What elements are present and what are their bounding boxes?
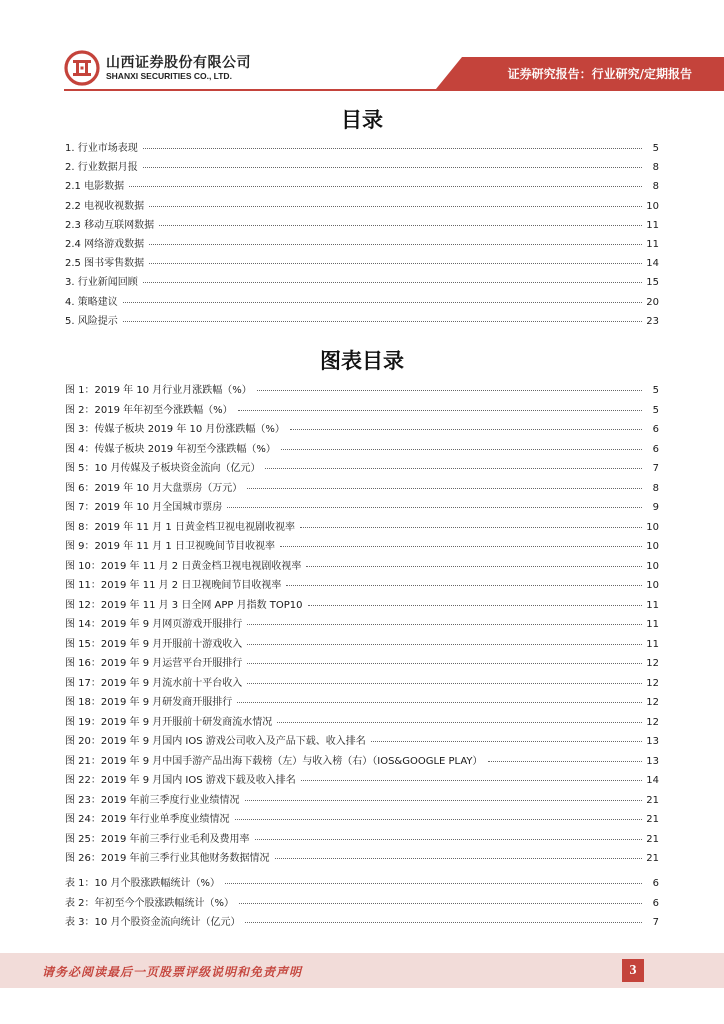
figure-entry[interactable] bbox=[65, 752, 659, 772]
dot-leader bbox=[265, 459, 642, 469]
toc-entry[interactable] bbox=[65, 139, 659, 158]
figure-entry[interactable] bbox=[65, 830, 659, 850]
toc-entry[interactable] bbox=[65, 293, 659, 312]
toc-entry[interactable] bbox=[65, 273, 659, 292]
dot-leader bbox=[227, 498, 642, 508]
figure-entry-page: 5 bbox=[652, 385, 659, 396]
company-name-en: SHANXI SECURITIES CO., LTD. bbox=[106, 71, 232, 81]
figure-entry-label: 图 23：2019 年前三季度行业业绩情况 bbox=[65, 794, 240, 806]
figure-entry-page: 6 bbox=[652, 443, 659, 455]
figure-entry-page: 11 bbox=[646, 599, 659, 611]
figure-entry-label: 图 8：2019 年 11 月 1 日黄金档卫视电视剧收视率 bbox=[65, 521, 295, 533]
table-entry-label: 表 2：年初至今个股涨跌幅统计（%） bbox=[65, 897, 235, 909]
figure-entry-page: 12 bbox=[646, 658, 659, 669]
figure-entry[interactable] bbox=[65, 713, 659, 733]
figure-entry-page: 9 bbox=[652, 502, 659, 513]
figure-entry[interactable] bbox=[65, 420, 659, 440]
table-entry-label: 表 3：10 月个股资金流向统计（亿元） bbox=[65, 917, 241, 928]
figure-entry-label: 图 16：2019 年 9 月运营平台开服排行 bbox=[65, 658, 243, 669]
toc-entry-page: 5 bbox=[652, 143, 659, 154]
toc-entry-label: 2.3 移动互联网数据 bbox=[65, 219, 155, 231]
figure-entry[interactable] bbox=[65, 596, 659, 616]
dot-leader bbox=[235, 810, 642, 820]
toc-entry[interactable] bbox=[65, 235, 659, 254]
table-entry-label: 表 1：10 月个股涨跌幅统计（%） bbox=[65, 878, 220, 889]
figure-entry[interactable] bbox=[65, 381, 659, 401]
toc-entry[interactable] bbox=[65, 197, 659, 216]
dot-leader bbox=[149, 235, 642, 245]
figure-entry-page: 13 bbox=[646, 736, 659, 747]
dot-leader bbox=[277, 713, 642, 723]
dot-leader bbox=[308, 596, 642, 606]
figure-entry-label: 图 17：2019 年 9 月流水前十平台收入 bbox=[65, 677, 243, 689]
table-entry-page: 7 bbox=[652, 917, 659, 928]
toc-entry-label: 4. 策略建议 bbox=[65, 296, 118, 308]
dot-leader bbox=[143, 139, 642, 149]
figure-entry-page: 12 bbox=[646, 677, 659, 689]
figure-entry-label: 图 25：2019 年前三季行业毛利及费用率 bbox=[65, 833, 250, 845]
figure-entry-page: 11 bbox=[646, 638, 659, 650]
figure-entry[interactable] bbox=[65, 771, 659, 791]
dot-leader bbox=[123, 293, 642, 303]
figure-entry-label: 图 2：2019 年年初至今涨跌幅（%） bbox=[65, 404, 233, 416]
dot-leader bbox=[301, 771, 642, 781]
figure-entry[interactable] bbox=[65, 791, 659, 811]
toc-entry-page: 10 bbox=[646, 200, 659, 212]
figure-entry[interactable] bbox=[65, 849, 659, 869]
dot-leader bbox=[488, 752, 642, 762]
toc-entry-label: 2.5 图书零售数据 bbox=[65, 258, 145, 270]
figure-entry[interactable] bbox=[65, 401, 659, 421]
figure-entry[interactable] bbox=[65, 654, 659, 674]
figure-entry-label: 图 4：传媒子板块 2019 年初至今涨跌幅（%） bbox=[65, 443, 276, 455]
figure-entry-page: 10 bbox=[646, 580, 659, 591]
figure-entry-label: 图 24：2019 年行业单季度业绩情况 bbox=[65, 814, 230, 825]
figure-entry-page: 21 bbox=[646, 794, 659, 806]
figure-entry-page: 10 bbox=[646, 560, 659, 572]
figure-entry-page: 14 bbox=[646, 775, 659, 786]
figure-entry[interactable] bbox=[65, 518, 659, 538]
banner-corner bbox=[436, 57, 462, 89]
dot-leader bbox=[247, 479, 642, 489]
dot-leader bbox=[247, 615, 642, 625]
table-entry-page: 6 bbox=[652, 897, 659, 909]
dot-leader bbox=[225, 874, 642, 884]
figure-entry-label: 图 19：2019 年 9 月开服前十研发商流水情况 bbox=[65, 716, 273, 728]
figure-entry-label: 图 10：2019 年 11 月 2 日黄金档卫视电视剧收视率 bbox=[65, 560, 302, 572]
dot-leader bbox=[123, 312, 642, 322]
toc-entry-label: 2.4 网络游戏数据 bbox=[65, 238, 145, 250]
toc-list bbox=[65, 139, 659, 331]
toc-entry[interactable] bbox=[65, 254, 659, 273]
figure-entry-label: 图 21：2019 年 9 月中国手游产品出海下载榜（左）与收入榜（右）（IOS&GOOGLE PLAY） bbox=[65, 755, 483, 767]
report-type-label: 证券研究报告：行业研究/定期报告 bbox=[507, 67, 692, 81]
figure-entry-label: 图 26：2019 年前三季行业其他财务数据情况 bbox=[65, 853, 270, 864]
figure-entry-label: 图 12：2019 年 11 月 3 日全网 APP 月指数 TOP10 bbox=[65, 599, 303, 611]
figures-list bbox=[65, 381, 659, 869]
figure-entry-page: 8 bbox=[652, 482, 659, 494]
toc-entry-label: 5. 风险提示 bbox=[65, 315, 118, 327]
dot-leader bbox=[247, 674, 642, 684]
dot-leader bbox=[237, 693, 642, 703]
toc-entry-label: 2.2 电视收视数据 bbox=[65, 200, 145, 212]
figure-entry[interactable] bbox=[65, 459, 659, 479]
figure-entry-label: 图 18：2019 年 9 月研发商开服排行 bbox=[65, 697, 233, 708]
tables-list bbox=[65, 874, 659, 933]
figure-entry[interactable] bbox=[65, 479, 659, 499]
figure-entry-page: 12 bbox=[646, 697, 659, 708]
page-number: 3 bbox=[622, 959, 644, 982]
page-header bbox=[0, 0, 724, 96]
figure-entry-label: 图 11：2019 年 11 月 2 日卫视晚间节目收视率 bbox=[65, 580, 282, 591]
company-name-cn: 山西证券股份有限公司 bbox=[106, 55, 251, 71]
figure-entry[interactable] bbox=[65, 557, 659, 577]
figures-title: 图表目录 bbox=[320, 349, 404, 373]
figure-entry[interactable] bbox=[65, 615, 659, 635]
dot-leader bbox=[247, 635, 642, 645]
figure-entry-label: 图 15：2019 年 9 月开服前十游戏收入 bbox=[65, 638, 243, 650]
dot-leader bbox=[255, 830, 642, 840]
dot-leader bbox=[149, 254, 642, 264]
dot-leader bbox=[149, 197, 642, 207]
dot-leader bbox=[371, 732, 642, 742]
toc-title: 目录 bbox=[341, 108, 383, 132]
dot-leader bbox=[238, 401, 642, 411]
figure-entry-label: 图 9：2019 年 11 月 1 日卫视晚间节目收视率 bbox=[65, 541, 275, 552]
figure-entry-page: 12 bbox=[646, 716, 659, 728]
dot-leader bbox=[306, 557, 642, 567]
dot-leader bbox=[280, 537, 642, 547]
toc-entry-page: 20 bbox=[646, 296, 659, 308]
figure-entry-page: 13 bbox=[646, 755, 659, 767]
toc-entry-page: 8 bbox=[652, 162, 659, 174]
disclaimer-notice: 请务必阅读最后一页股票评级说明和免责声明 bbox=[42, 965, 303, 979]
toc-entry-page: 8 bbox=[652, 181, 659, 193]
figure-entry-label: 图 22：2019 年 9 月国内 IOS 游戏下载及收入排名 bbox=[65, 775, 296, 786]
figure-entry-page: 5 bbox=[652, 404, 659, 416]
figure-entry-label: 图 3：传媒子板块 2019 年 10 月份涨跌幅（%） bbox=[65, 424, 285, 435]
figure-entry[interactable] bbox=[65, 693, 659, 713]
dot-leader bbox=[275, 849, 642, 859]
figure-entry-label: 图 5：10 月传媒及子板块资金流向（亿元） bbox=[65, 463, 261, 474]
figure-entry-page: 7 bbox=[652, 463, 659, 474]
company-logo-icon bbox=[64, 50, 100, 86]
dot-leader bbox=[245, 791, 642, 801]
toc-entry-label: 3. 行业新闻回顾 bbox=[65, 277, 138, 289]
dot-leader bbox=[239, 894, 642, 904]
toc-entry-page: 14 bbox=[646, 258, 659, 270]
figure-entry-label: 图 1：2019 年 10 月行业月涨跌幅（%） bbox=[65, 385, 252, 396]
figure-entry[interactable] bbox=[65, 810, 659, 830]
figure-entry-label: 图 14：2019 年 9 月网页游戏开服排行 bbox=[65, 619, 243, 630]
header-divider bbox=[64, 89, 724, 91]
figure-entry[interactable] bbox=[65, 576, 659, 596]
figure-entry-page: 21 bbox=[646, 833, 659, 845]
dot-leader bbox=[300, 518, 642, 528]
toc-entry-page: 11 bbox=[646, 238, 659, 250]
dot-leader bbox=[257, 381, 642, 391]
toc-entry-label: 2.1 电影数据 bbox=[65, 181, 125, 193]
toc-entry[interactable] bbox=[65, 312, 659, 331]
figure-entry-label: 图 20：2019 年 9 月国内 IOS 游戏公司收入及产品下载、收入排名 bbox=[65, 736, 366, 747]
figure-entry-page: 6 bbox=[652, 424, 659, 435]
figure-entry[interactable] bbox=[65, 674, 659, 694]
dot-leader bbox=[159, 216, 642, 226]
dot-leader bbox=[143, 158, 642, 168]
toc-entry[interactable] bbox=[65, 177, 659, 196]
table-entry[interactable] bbox=[65, 894, 659, 914]
toc-entry-page: 23 bbox=[646, 315, 659, 327]
figure-entry[interactable] bbox=[65, 635, 659, 655]
table-entry[interactable] bbox=[65, 913, 659, 933]
toc-entry-label: 1. 行业市场表现 bbox=[65, 143, 138, 154]
figure-entry-page: 10 bbox=[646, 541, 659, 552]
figure-entry[interactable] bbox=[65, 498, 659, 518]
figure-entry[interactable] bbox=[65, 732, 659, 752]
figure-entry[interactable] bbox=[65, 440, 659, 460]
dot-leader bbox=[286, 576, 642, 586]
dot-leader bbox=[245, 913, 642, 923]
figure-entry-label: 图 6：2019 年 10 月大盘票房（万元） bbox=[65, 482, 243, 494]
toc-entry[interactable] bbox=[65, 158, 659, 177]
figure-entry-label: 图 7：2019 年 10 月全国城市票房 bbox=[65, 502, 223, 513]
table-entry-page: 6 bbox=[652, 878, 659, 889]
table-entry[interactable] bbox=[65, 874, 659, 894]
dot-leader bbox=[281, 440, 642, 450]
figure-entry-page: 10 bbox=[646, 521, 659, 533]
figure-entry-page: 21 bbox=[646, 853, 659, 864]
toc-entry-page: 11 bbox=[646, 219, 659, 231]
report-type-banner bbox=[436, 57, 724, 89]
toc-entry[interactable] bbox=[65, 216, 659, 235]
dot-leader bbox=[143, 273, 642, 283]
dot-leader bbox=[290, 420, 642, 430]
toc-entry-label: 2. 行业数据月报 bbox=[65, 162, 138, 174]
figure-entry[interactable] bbox=[65, 537, 659, 557]
figure-entry-page: 21 bbox=[646, 814, 659, 825]
dot-leader bbox=[247, 654, 642, 664]
toc-entry-page: 15 bbox=[646, 277, 659, 289]
page-footer bbox=[0, 953, 724, 988]
dot-leader bbox=[129, 177, 642, 187]
figure-entry-page: 11 bbox=[646, 619, 659, 630]
